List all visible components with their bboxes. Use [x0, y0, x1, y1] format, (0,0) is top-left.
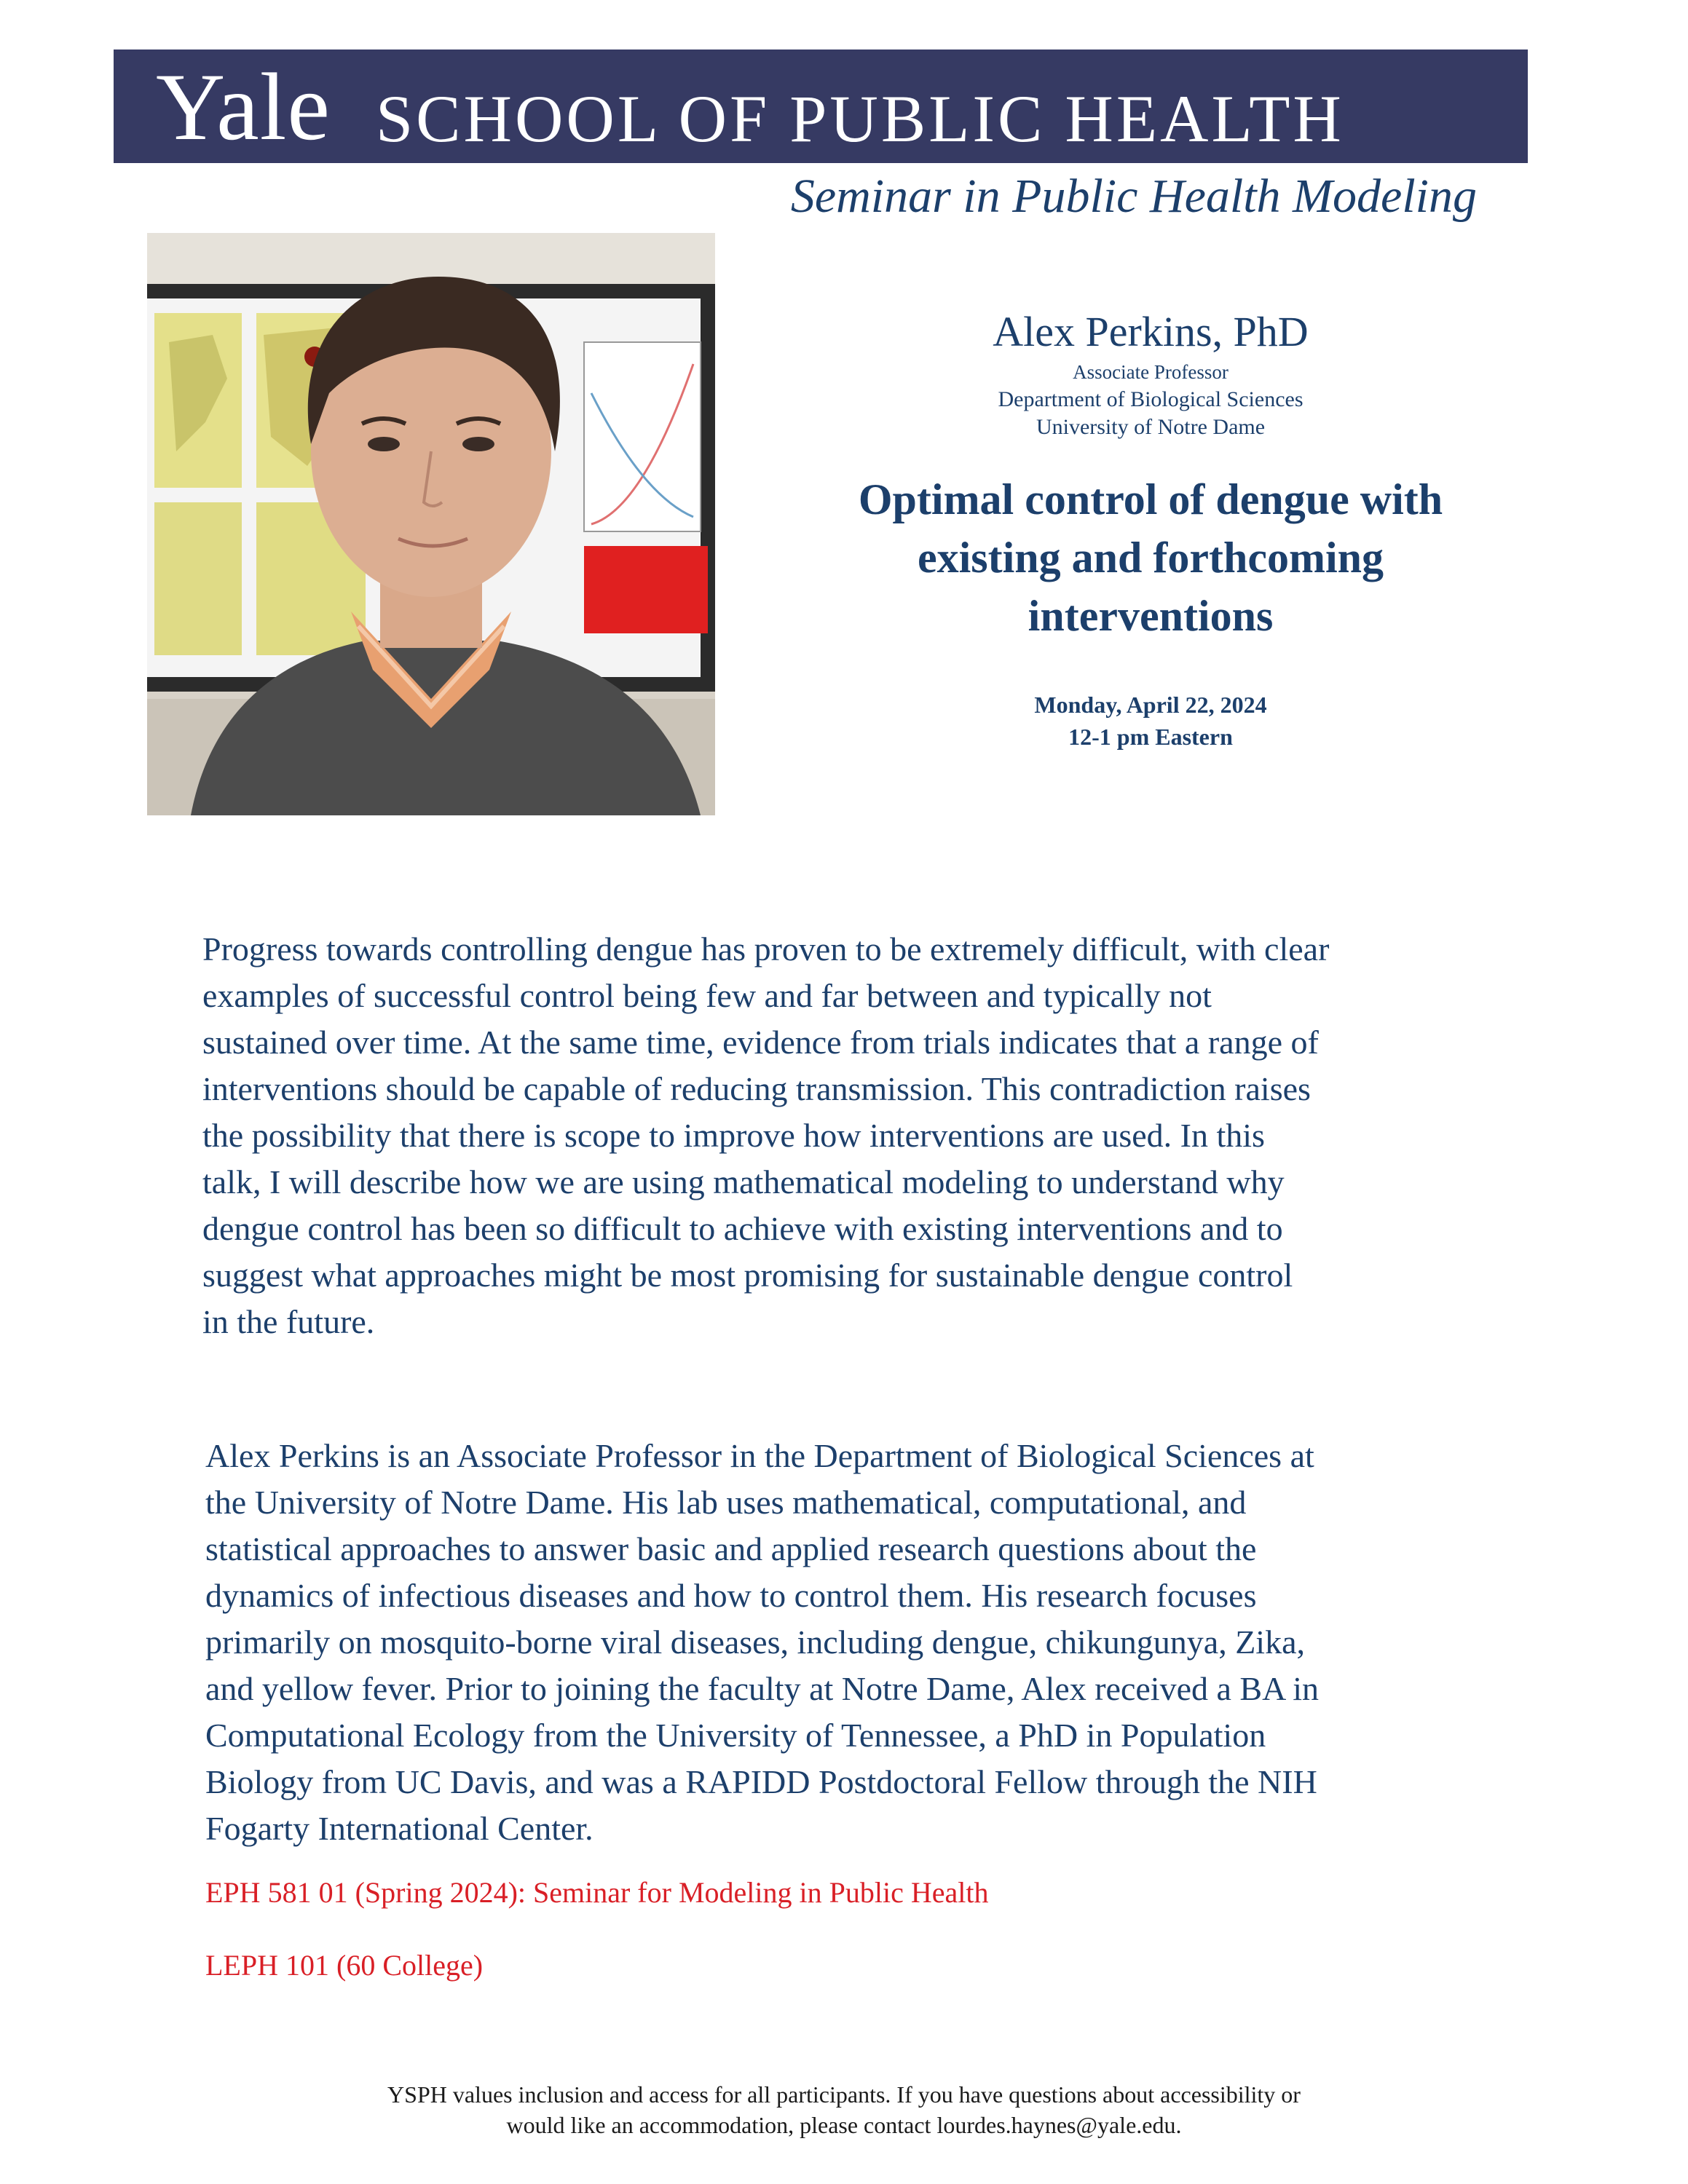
- abstract-line: dengue control has been so difficult to achieve with existing interventions and to: [202, 1210, 1283, 1247]
- bio-line: Biology from UC Davis, and was a RAPIDD Postdoctoral Fellow through the NIH: [205, 1763, 1317, 1800]
- location-info: LEPH 101 (60 College): [205, 1949, 484, 1982]
- school-name: SCHOOL OF PUBLIC HEALTH: [376, 82, 1344, 156]
- abstract-line: suggest what approaches might be most promising for sustainable dengue control: [202, 1257, 1293, 1294]
- abstract-line: in the future.: [202, 1303, 375, 1340]
- talk-datetime: [786, 689, 1515, 753]
- header-banner: [114, 50, 1528, 163]
- talk-title-line: Optimal control of dengue with: [858, 475, 1443, 523]
- bio-line: Computational Ecology from the University of Tennessee, a PhD in Population: [205, 1717, 1266, 1754]
- seminar-series-title: Seminar in Public Health Modeling: [790, 170, 1477, 223]
- bio-line: dynamics of infectious diseases and how to control them. His research focuses: [205, 1577, 1257, 1614]
- speaker-position: Associate Professor: [1073, 361, 1228, 383]
- talk-title: [786, 470, 1515, 645]
- bio-line: and yellow fever. Prior to joining the faculty at Notre Dame, Alex received a BA in: [205, 1670, 1320, 1707]
- accessibility-footer: [0, 2079, 1688, 2140]
- yale-wordmark: Yale: [156, 53, 331, 160]
- talk-time: 12-1 pm Eastern: [1068, 724, 1233, 750]
- talk-title-line: interventions: [1028, 592, 1274, 640]
- bio-line: Alex Perkins is an Associate Professor in the Department of Biological Sciences at: [205, 1437, 1314, 1474]
- speaker-photo: [147, 233, 715, 815]
- speaker-university: University of Notre Dame: [1036, 415, 1266, 439]
- bio-line: the University of Notre Dame. His lab uses mathematical, computational, and: [205, 1484, 1247, 1521]
- bio-line: Fogarty International Center.: [205, 1810, 593, 1847]
- talk-title-line: existing and forthcoming: [917, 534, 1384, 582]
- abstract-line: interventions should be capable of reducing transmission. This contradiction raises: [202, 1070, 1311, 1107]
- footer-line: YSPH values inclusion and access for all participants. If you have questions about accessibility or: [387, 2081, 1301, 2108]
- abstract-line: examples of successful control being few and far between and typically not: [202, 977, 1212, 1014]
- abstract-line: the possibility that there is scope to improve how interventions are used. In this: [202, 1117, 1265, 1154]
- abstract-line: Progress towards controlling dengue has proven to be extremely difficult, with clear: [202, 930, 1330, 968]
- footer-line: would like an accommodation, please contact lourdes.haynes@yale.edu.: [506, 2112, 1182, 2138]
- abstract: [202, 926, 1557, 1345]
- speaker-department: Department of Biological Sciences: [998, 387, 1304, 411]
- talk-date: Monday, April 22, 2024: [1034, 692, 1267, 718]
- abstract-line: talk, I will describe how we are using mathematical modeling to understand why: [202, 1163, 1285, 1200]
- course-info: EPH 581 01 (Spring 2024): Seminar for Modeling in Public Health: [205, 1876, 989, 1909]
- speaker-info: [786, 306, 1515, 753]
- speaker-bio: [205, 1433, 1560, 1852]
- abstract-line: sustained over time. At the same time, evidence from trials indicates that a range of: [202, 1024, 1319, 1061]
- bio-line: primarily on mosquito-borne viral diseases, including dengue, chikungunya, Zika,: [205, 1623, 1306, 1661]
- bio-line: statistical approaches to answer basic and applied research questions about the: [205, 1530, 1257, 1567]
- speaker-name: Alex Perkins, PhD: [993, 308, 1309, 355]
